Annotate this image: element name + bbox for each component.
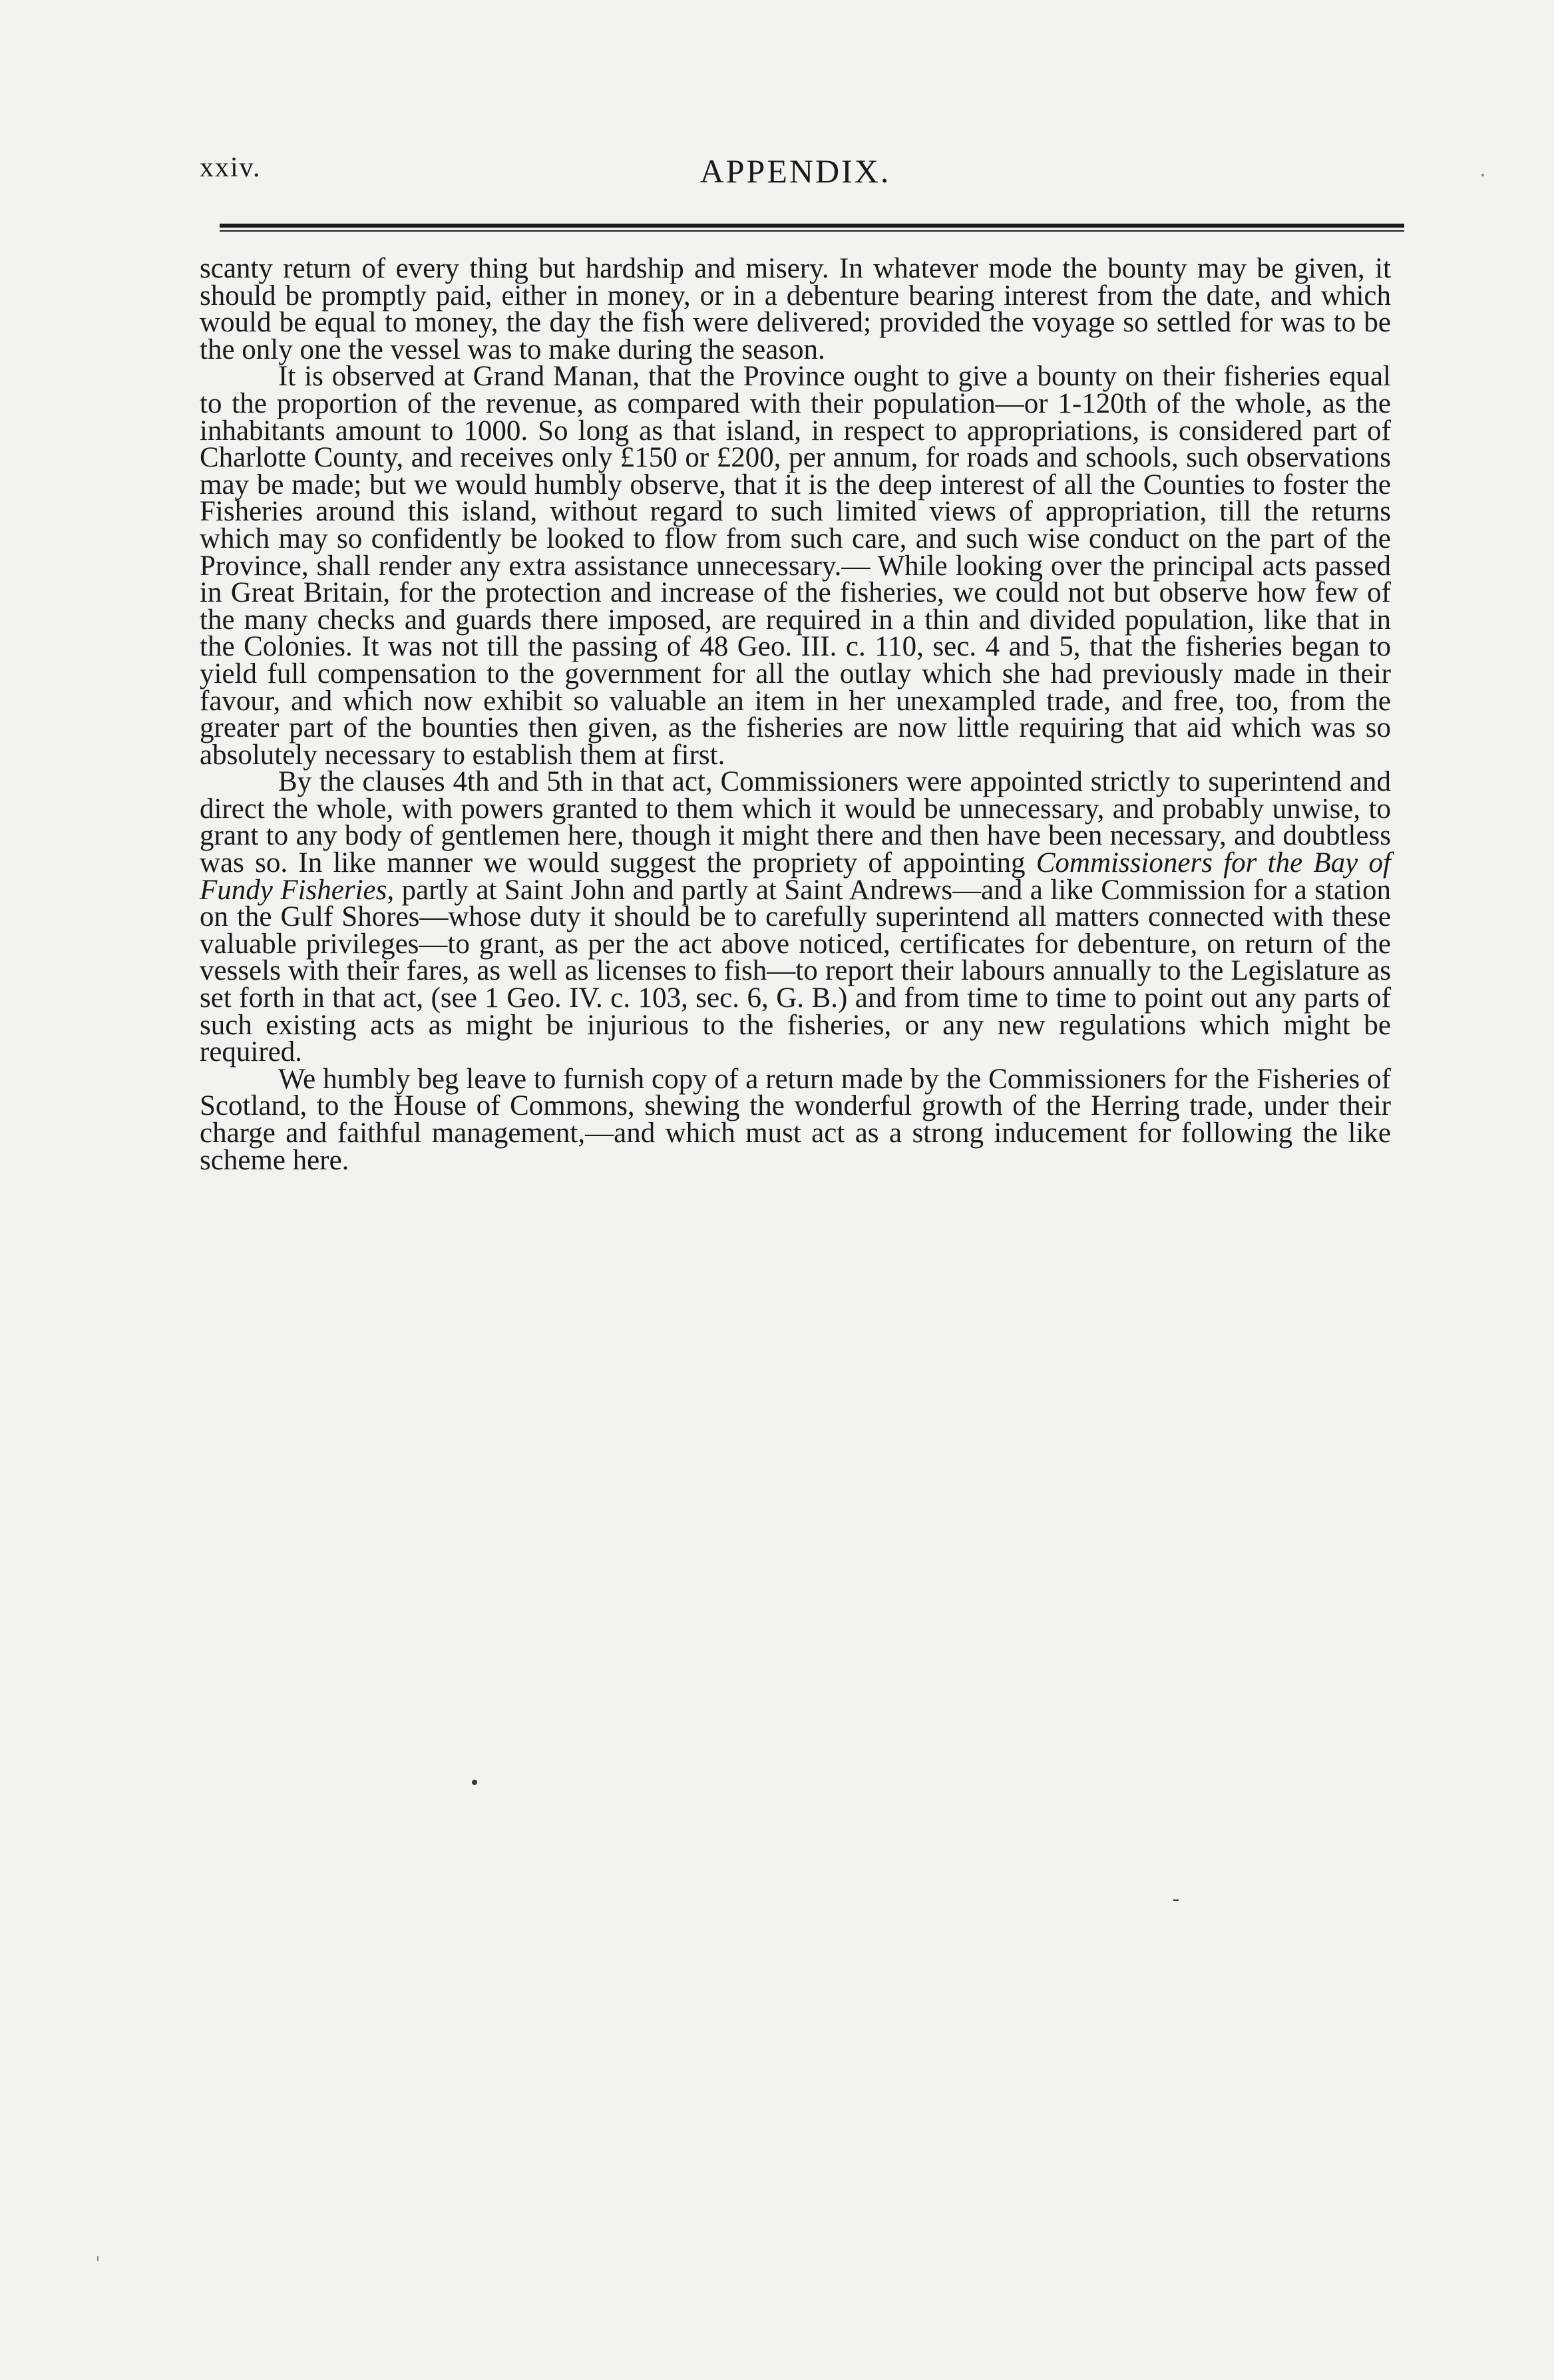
paragraph-bounty-payment: scanty return of every thing but hardship and misery. In whatever mode the bounty may be given, it should be promptly paid, either in money, or in a debenture bearing interest from the date, and which would be equal to money, the day the fish were delivered; provided the voyage so settled for was to be the only one the vessel was to make during the season. (200, 253, 1391, 365)
speck (472, 1780, 477, 1785)
header-double-rule (220, 224, 1404, 232)
paragraph-commissioners-text-1: By the clauses 4th and 5th in that act, Commissioners were appointed strictly to superintend and direct the whole, with powers granted to them which it would be unnecessary, and probably unwise, to grant to any body of gentlemen here, though it might there and then have been necessary, and doubtless was so. In like manner we would suggest the propriety of appointing (200, 766, 1391, 879)
running-title: APPENDIX. (699, 152, 891, 190)
body-text (200, 253, 1391, 1176)
paragraph-commissioners-italic: Commissioners for the Bay of Fundy Fisheries (200, 847, 1391, 906)
paragraph-commissioners (200, 766, 1391, 1068)
page-number: xxiv. (200, 152, 262, 183)
paragraph-grand-manan: It is observed at Grand Manan, that the Province ought to give a bounty on their fisheries equal to the proportion of the revenue, as compared with their population—or 1-120th of the whole, as the inhabitants amount to 1000. So long as that island, in respect to appropriations, is considered part of Charlotte County, and receives only £150 or £200, per annum, for roads and schools, such observations may be made; but we would humbly observe, that it is the deep interest of all the Counties to foster the Fisheries around this island, without regard to such limited views of appropriation, till the returns which may so confidently be looked to flow from such care, and such wise conduct on the part of the Province, shall render any extra assistance unnecessary.— While looking over the principal acts passed in Great Britain, for the protection and increase of the fisheries, we could not but observe how few of the many checks and guards there imposed, are required in a thin and divided population, like that in the Colonies. It was not till the passing of 48 Geo. III. c. 110, sec. 4 and 5, that the fisheries began to yield full compensation to the government for all the outlay which she had previously made in their favour, and which now exhibit so valuable an item in her unexampled trade, and free, too, from the greater part of the bounties then given, as the fisheries are now little requiring that aid which was so absolutely necessary to establish them at first. (200, 361, 1391, 771)
running-head (200, 152, 1391, 198)
speck (1481, 174, 1484, 176)
paragraph-commissioners-text-2: , partly at Saint John and partly at Saint Andrews—and a like Commission for a station on the Gulf Shores—whose duty it should be to carefully superintend all matters connected with these valuable privileges—to grant, as per the act above noticed, certificates for debenture, on return of the vessels with their fares, as well as licenses to fish—to report their labours annually to the Legislature as set forth in that act, (see 1 Geo. IV. c. 103, sec. 6, G. B.) and from time to time to point out any parts of such existing acts as might be injurious to the fisheries, or any new regulations which might be required. (200, 874, 1391, 1068)
speck (1173, 1899, 1179, 1901)
paragraph-scotland-return: We humbly beg leave to furnish copy of a return made by the Commissioners for the Fisheries of Scotland, to the House of Commons, shewing the wonderful growth of the Herring trade, under their charge and faithful management,—and which must act as a strong inducement for following the like scheme here. (200, 1063, 1391, 1176)
speck (97, 2256, 98, 2261)
